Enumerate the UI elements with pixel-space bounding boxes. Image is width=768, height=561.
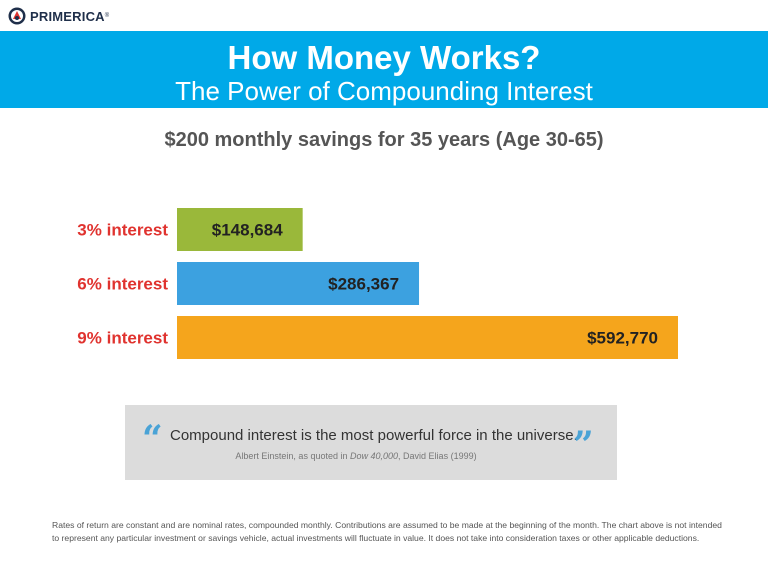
disclaimer-line-2: to represent any particular investment or savings vehicle, actual investments will fluctuate in value. It does not take into consideration taxes or other applicable deductions. [52, 533, 700, 543]
quote-attribution [170, 451, 542, 461]
category-label: 9% interest [77, 328, 168, 348]
title-banner [0, 31, 768, 108]
savings-bar-chart [0, 195, 768, 370]
banner-title: How Money Works? [227, 39, 541, 76]
quote-attribution-suffix: , David Elias (1999) [398, 451, 477, 461]
category-label: 3% interest [77, 220, 168, 240]
brand-trademark: ® [104, 13, 110, 19]
disclaimer [52, 519, 732, 545]
quote-attribution-source: Dow 40,000 [350, 451, 399, 461]
quote-attribution-prefix: Albert Einstein, as quoted in [235, 451, 348, 461]
bar-value-label: $592,770 [587, 328, 658, 348]
open-quote-icon: “ [142, 418, 163, 460]
close-quote-icon: ” [573, 424, 594, 466]
banner-subtitle: The Power of Compounding Interest [175, 76, 593, 106]
quote-box [125, 405, 617, 480]
chart-title: $200 monthly savings for 35 years (Age 30-65) [164, 129, 604, 151]
bar-value-label: $286,367 [328, 274, 400, 294]
primerica-emblem-icon [8, 7, 26, 25]
brand-name: PRIMERICA [30, 8, 105, 24]
bar-value-label: $148,684 [211, 220, 283, 240]
disclaimer-line-1: Rates of return are constant and are nominal rates, compounded monthly. Contributions are assumed to be made at the beginning of the month. The chart above is not intended [52, 520, 722, 530]
quote-text: Compound interest is the most powerful force in the universe. [170, 427, 578, 444]
category-label: 6% interest [77, 274, 168, 294]
primerica-logo [8, 6, 109, 26]
